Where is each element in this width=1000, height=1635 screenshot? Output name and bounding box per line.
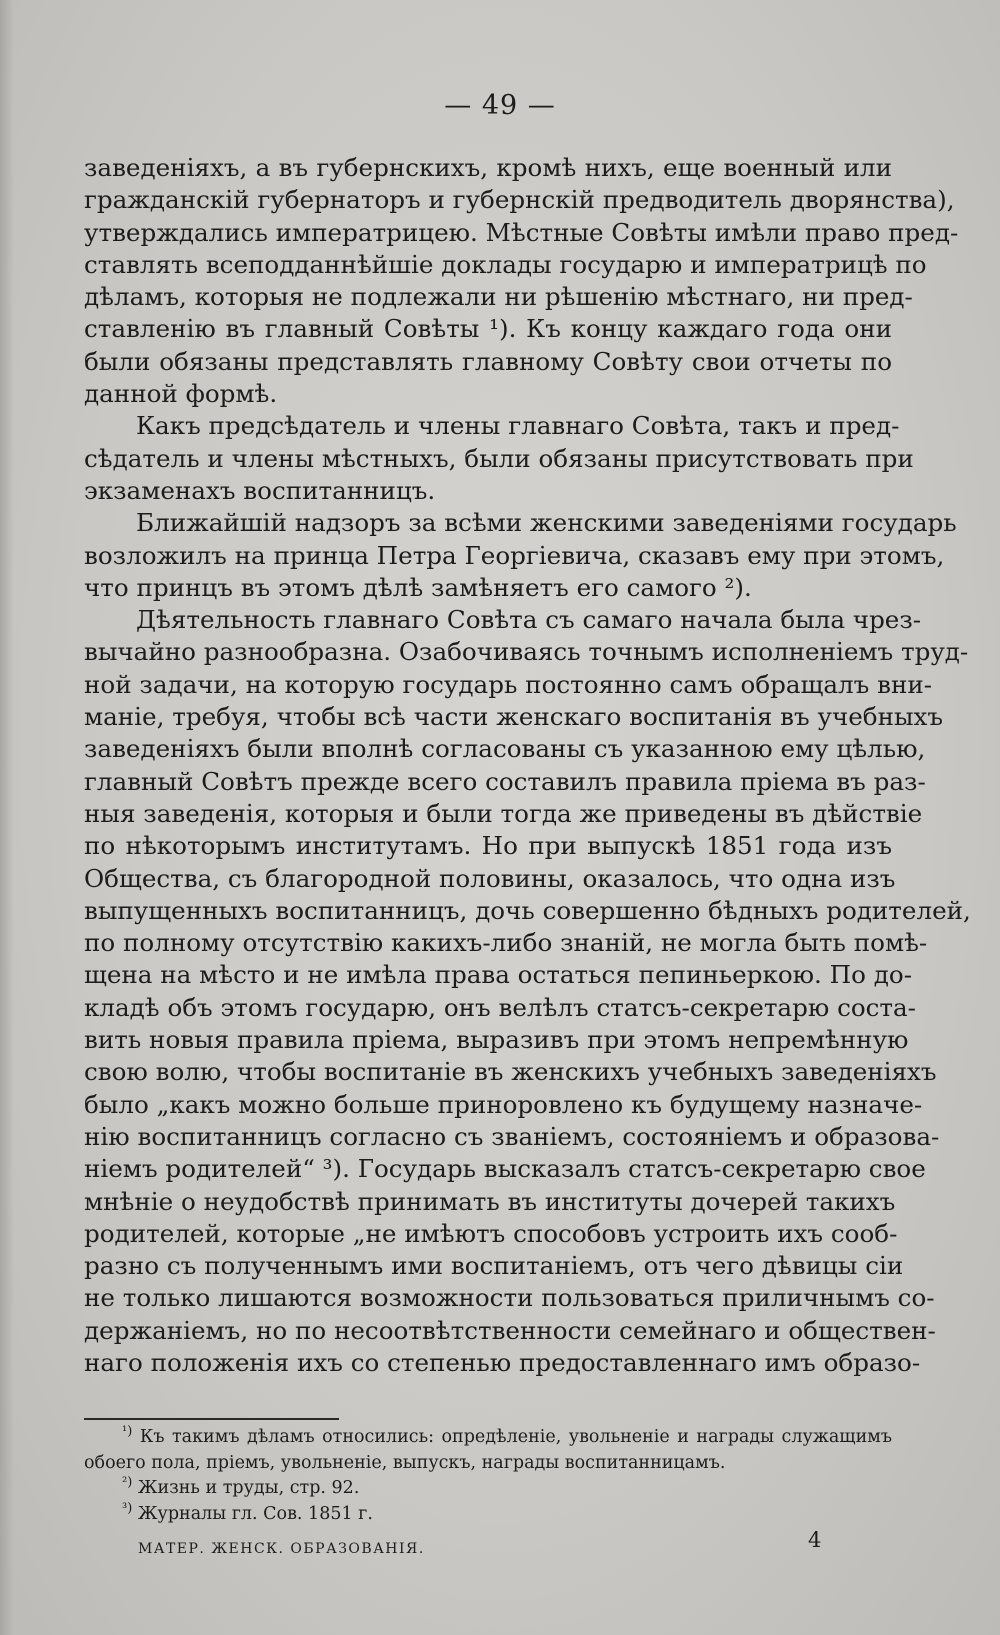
text-line: мнѣніе о неудобствѣ принимать въ институты дочерей такихъ: [84, 1186, 896, 1216]
text-line: были обязаны представлять главному Совѣту свои отчеты по: [84, 346, 892, 376]
text-line: нію воспитанницъ согласно съ званіемъ, состояніемъ и образова-: [84, 1121, 940, 1151]
text-line: ставлять всеподданнѣйшіе доклады государю и императрицѣ по: [84, 249, 927, 279]
footnote-2-mark: ²): [122, 1475, 133, 1491]
text-line: по нѣкоторымъ институтамъ. Но при выпускѣ 1851 года изъ: [84, 831, 892, 861]
text-line: главный Совѣтъ прежде всего составилъ правила пріема въ раз-: [84, 766, 926, 796]
text-line: данной формѣ.: [84, 379, 278, 409]
text-line: заведеніяхъ, а въ губернскихъ, кромѣ нихъ, еще военный или: [84, 153, 892, 182]
text-line: Дѣятельность главнаго Совѣта съ самаго начала была чрез-: [136, 605, 922, 635]
text-line: заведеніяхъ были вполнѣ согласованы съ указанною ему цѣлью,: [84, 734, 926, 764]
signature-number: 4: [808, 1528, 822, 1552]
text-line: Какъ предсѣдатель и члены главнаго Совѣта, такъ и пред-: [136, 411, 900, 441]
text-line: кладѣ объ этомъ государю, онъ велѣлъ статсъ-секретарю соста-: [84, 992, 916, 1022]
footnotes: [84, 1425, 892, 1527]
text-line: ныя заведенія, которыя и были тогда же приведены въ дѣйствіе: [84, 798, 923, 828]
text-line: ной задачи, на которую государь постоянно самъ обращалъ вни-: [84, 669, 933, 699]
text-line: не только лишаются возможности пользоваться приличнымъ со-: [84, 1283, 935, 1313]
printer-signature: МАТЕР. ЖЕНСК. ОБРАЗОВАНІЯ.: [138, 1541, 425, 1557]
text-line: щена на мѣсто и не имѣла права остаться пепиньеркою. По до-: [84, 960, 912, 990]
page-number: — 49 —: [444, 90, 556, 121]
text-line: маніе, требуя, чтобы всѣ части женскаго воспитанія въ учебныхъ: [84, 702, 944, 732]
text-line: выпущенныхъ воспитанницъ, дочь совершенно бѣдныхъ родителей,: [84, 895, 971, 925]
text-line: ніемъ родителей“ ³). Государь высказалъ статсъ-секретарю свое: [84, 1154, 926, 1184]
text-line: экзаменахъ воспитанницъ.: [84, 475, 436, 505]
text-line: свою волю, чтобы воспитаніе въ женскихъ учебныхъ заведеніяхъ: [84, 1057, 937, 1087]
text-line: сѣдатель и члены мѣстныхъ, были обязаны присутствовать при: [84, 443, 914, 473]
footnote-3-mark: ³): [122, 1500, 133, 1516]
text-line: что принцъ въ этомъ дѣлѣ замѣняетъ его самого ²).: [84, 572, 752, 602]
text-line: держаніемъ, но по несоотвѣтственности семейнаго и обществен-: [84, 1315, 936, 1345]
body-text: [84, 152, 971, 1379]
text-line: утверждались императрицею. Мѣстные Совѣты имѣли право пред-: [84, 217, 959, 247]
text-line: разно съ полученнымъ ими воспитаніемъ, отъ чего дѣвицы сіи: [84, 1251, 904, 1281]
text-line: вычайно разнообразна. Озабочиваясь точнымъ исполненіемъ труд-: [84, 637, 969, 667]
text-line: Ближайшій надзоръ за всѣми женскими заведеніями государь: [136, 508, 957, 538]
footnote-3-text: Журналы гл. Сов. 1851 г.: [137, 1503, 373, 1524]
footnote-separator: [84, 1418, 339, 1420]
text-line: по полному отсутствію какихъ-либо знаній, не могла быть помѣ-: [84, 928, 928, 958]
text-line: ставленію въ главный Совѣты ¹). Къ концу каждаго года они: [84, 314, 892, 344]
text-line: дѣламъ, которыя не подлежали ни рѣшенію мѣстнаго, ни пред-: [84, 282, 913, 312]
footnote-1-continuation: обоего пола, пріемъ, увольненіе, выпускъ, награды воспитанницамъ.: [84, 1452, 726, 1473]
text-line: гражданскій губернаторъ и губернскій предводитель дворянства),: [84, 185, 955, 215]
text-line: Общества, съ благородной половины, оказалось, что одна изъ: [84, 863, 896, 893]
text-line: наго положенія ихъ со степенью предоставленнаго имъ образо-: [84, 1347, 921, 1377]
footnote-1: [84, 1425, 892, 1451]
text-line: вить новыя правила пріема, выразивъ при этомъ непремѣнную: [84, 1025, 909, 1055]
text-line: родителей, которые „не имѣютъ способовъ устроить ихъ сооб-: [84, 1218, 898, 1248]
text-line: было „какъ можно больше приноровлено къ будущему назначе-: [84, 1089, 923, 1119]
footnote-1-text: Къ такимъ дѣламъ относились: опредѣленіе, увольненіе и награды служащимъ: [139, 1427, 892, 1447]
footnote-2: [84, 1476, 892, 1502]
text-line: возложилъ на принца Петра Георгіевича, сказавъ ему при этомъ,: [84, 540, 945, 570]
footnote-1-mark: ¹): [122, 1424, 133, 1440]
footnote-2-text: Жизнь и труды, стр. 92.: [137, 1478, 360, 1498]
footnote-3: [84, 1502, 892, 1528]
